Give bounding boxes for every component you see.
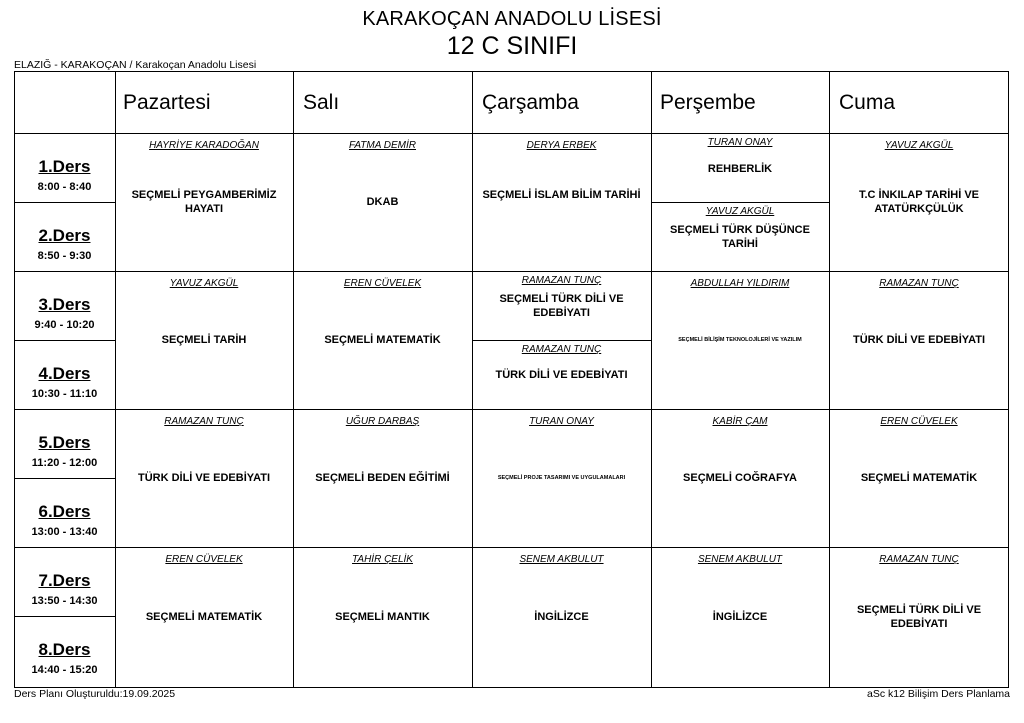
teacher-name: RAMAZAN TUNÇ — [879, 554, 959, 565]
subject-name: SEÇMELİ TÜRK DÜŞÜNCE TARİHİ — [670, 224, 810, 250]
period-label — [14, 571, 115, 607]
day-header-wednesday: Çarşamba — [482, 91, 579, 114]
subject-name: SEÇMELİ MANTIK — [335, 611, 430, 623]
period-name: 7.Ders — [38, 571, 91, 590]
lesson-cell — [472, 340, 651, 409]
lesson-cell — [115, 271, 293, 409]
teacher-name: DERYA ERBEK — [526, 140, 597, 151]
period-time: 13:50 - 14:30 — [31, 595, 98, 607]
period-label — [14, 640, 115, 676]
lesson-cell — [293, 271, 472, 409]
period-name: 3.Ders — [38, 295, 91, 314]
subject-name: SEÇMELİ İSLAM BİLİM TARİHİ — [482, 189, 641, 201]
class-title: 12 C SINIFI — [446, 32, 578, 60]
created-date-label: Ders Planı Oluşturuldu:19.09.2025 — [14, 688, 176, 700]
lesson-cell — [829, 547, 1009, 688]
lesson-cell — [472, 271, 651, 340]
lesson-cell — [651, 409, 829, 547]
subject-name: TÜRK DİLİ VE EDEBİYATI — [137, 472, 271, 484]
period-name: 2.Ders — [38, 226, 91, 245]
subject-name: SEÇMELİ MATEMATİK — [145, 611, 263, 623]
period-divider — [14, 616, 115, 617]
subject-name: SEÇMELİ TÜRK DİLİ VE EDEBİYATI — [499, 293, 624, 319]
subject-name: İNGİLİZCE — [712, 611, 768, 623]
subject-name: İNGİLİZCE — [534, 611, 589, 623]
period-time: 8:00 - 8:40 — [37, 181, 92, 193]
teacher-name: RAMAZAN TUNÇ — [521, 275, 602, 286]
subject-name: SEÇMELİ TARİH — [161, 334, 247, 346]
period-name: 4.Ders — [38, 364, 91, 383]
teacher-name: FATMA DEMİR — [348, 140, 417, 151]
teacher-name: ABDULLAH YILDIRIM — [690, 278, 790, 289]
teacher-name: SENEM AKBULUT — [519, 554, 604, 565]
subject-name: SEÇMELİ MATEMATİK — [860, 472, 978, 484]
lesson-cell — [651, 202, 829, 271]
teacher-name: RAMAZAN TUNÇ — [879, 278, 959, 289]
period-time: 14:40 - 15:20 — [31, 664, 98, 676]
school-title: KARAKOÇAN ANADOLU LİSESİ — [362, 8, 662, 30]
lesson-cell — [472, 547, 651, 688]
day-header-thursday: Perşembe — [660, 91, 756, 114]
subject-name: SEÇMELİ PEYGAMBERİMİZ HAYATI — [131, 189, 277, 215]
teacher-name: RAMAZAN TUNÇ — [521, 344, 602, 355]
teacher-name: UĞUR DARBAŞ — [345, 416, 420, 427]
subject-name: REHBERLİK — [707, 163, 773, 175]
subject-name: SEÇMELİ MATEMATİK — [324, 334, 441, 346]
day-header-monday: Pazartesi — [123, 91, 211, 114]
subject-name: DKAB — [366, 196, 399, 208]
period-label — [14, 502, 115, 538]
teacher-name: TAHİR ÇELİK — [352, 554, 413, 565]
lesson-cell — [472, 409, 651, 547]
teacher-name: EREN CÜVELEK — [880, 416, 958, 427]
subject-name: SEÇMELİ PROJE TASARIMI VE UYGULAMALARI — [497, 475, 626, 481]
teacher-name: YAVUZ AKGÜL — [169, 278, 239, 289]
period-name: 5.Ders — [38, 433, 91, 452]
lesson-cell — [115, 409, 293, 547]
lesson-cell — [293, 409, 472, 547]
subject-name: SEÇMELİ TÜRK DİLİ VE EDEBİYATI — [856, 604, 982, 630]
lesson-cell — [651, 547, 829, 688]
lesson-cell — [115, 547, 293, 688]
day-header-tuesday: Salı — [303, 91, 340, 114]
period-name: 8.Ders — [38, 640, 91, 659]
teacher-name: YAVUZ AKGÜL — [705, 206, 775, 217]
period-divider — [14, 202, 115, 203]
period-time: 8:50 - 9:30 — [37, 250, 92, 262]
period-label — [14, 226, 115, 262]
lesson-cell — [293, 547, 472, 688]
period-divider — [14, 478, 115, 479]
teacher-name: HAYRİYE KARADOĞAN — [149, 140, 259, 151]
teacher-name: SENEM AKBULUT — [697, 554, 783, 565]
lesson-cell — [829, 133, 1009, 271]
lesson-cell — [293, 133, 472, 271]
lesson-cell — [651, 271, 829, 409]
period-label — [14, 157, 115, 193]
location-label: ELAZIĞ - KARAKOÇAN / Karakoçan Anadolu Lisesi — [14, 59, 257, 71]
period-name: 6.Ders — [38, 502, 91, 521]
teacher-name: YAVUZ AKGÜL — [884, 140, 954, 151]
subject-name: TÜRK DİLİ VE EDEBİYATI — [495, 369, 628, 381]
period-label — [14, 295, 115, 331]
lesson-cell — [472, 133, 651, 271]
period-time: 11:20 - 12:00 — [31, 457, 98, 469]
period-time: 10:30 - 11:10 — [31, 388, 98, 400]
period-name: 1.Ders — [38, 157, 91, 176]
teacher-name: EREN CÜVELEK — [165, 554, 243, 565]
day-header-friday: Cuma — [839, 91, 896, 114]
subject-name: SEÇMELİ BİLİŞİM TEKNOLOJİLERİ VE YAZILIM — [678, 337, 802, 343]
subject-name: SEÇMELİ BEDEN EĞİTİMİ — [315, 472, 450, 484]
subject-name: SEÇMELİ COĞRAFYA — [683, 472, 797, 484]
teacher-name: KABİR ÇAM — [712, 416, 768, 427]
teacher-name: RAMAZAN TUNÇ — [164, 416, 244, 427]
software-label: aSc k12 Bilişim Ders Planlama — [867, 688, 1010, 700]
period-time: 13:00 - 13:40 — [31, 526, 98, 538]
subject-name: TÜRK DİLİ VE EDEBİYATI — [852, 334, 986, 346]
period-label — [14, 364, 115, 400]
subject-name: T.C İNKILAP TARİHİ VE ATATÜRKÇÜLÜK — [859, 189, 979, 215]
period-label — [14, 433, 115, 469]
period-time: 9:40 - 10:20 — [34, 319, 95, 331]
lesson-cell — [829, 409, 1009, 547]
period-divider — [14, 340, 115, 341]
lesson-cell — [651, 133, 829, 202]
teacher-name: TURAN ONAY — [529, 416, 594, 427]
teacher-name: TURAN ONAY — [707, 137, 773, 148]
lesson-cell — [115, 133, 293, 271]
lesson-cell — [829, 271, 1009, 409]
teacher-name: EREN CÜVELEK — [343, 278, 422, 289]
